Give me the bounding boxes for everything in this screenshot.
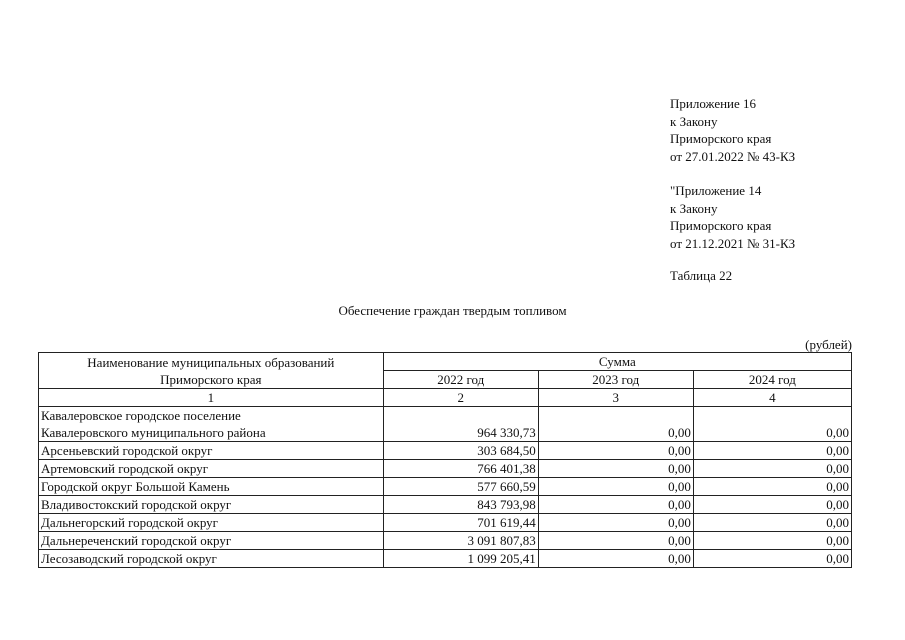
table-row bbox=[39, 460, 852, 478]
value-2024: 0,00 bbox=[693, 496, 851, 514]
table-row bbox=[39, 478, 852, 496]
value-2022: 843 793,98 bbox=[383, 496, 538, 514]
header-line: Приморского края bbox=[670, 131, 772, 146]
table-row bbox=[39, 442, 852, 460]
municipality-name: Городской округ Большой Камень bbox=[39, 478, 384, 496]
value-2024: 0,00 bbox=[693, 407, 851, 442]
sum-column-header: Сумма bbox=[383, 353, 851, 371]
column-number: 3 bbox=[538, 389, 693, 407]
value-2022: 701 619,44 bbox=[383, 514, 538, 532]
column-number: 4 bbox=[693, 389, 851, 407]
column-number: 1 bbox=[39, 389, 384, 407]
value-2022: 766 401,38 bbox=[383, 460, 538, 478]
value-2022: 303 684,50 bbox=[383, 442, 538, 460]
appendix-header bbox=[670, 95, 795, 165]
municipality-name: Владивостокский городской округ bbox=[39, 496, 384, 514]
value-2022: 964 330,73 bbox=[383, 407, 538, 442]
table-row bbox=[39, 532, 852, 550]
value-2023: 0,00 bbox=[538, 407, 693, 442]
value-2024: 0,00 bbox=[693, 550, 851, 568]
table-row bbox=[39, 550, 852, 568]
header-line: Приморского края bbox=[670, 218, 772, 233]
municipality-name: Арсеньевский городской округ bbox=[39, 442, 384, 460]
header-line: "Приложение 14 bbox=[670, 183, 762, 198]
value-2023: 0,00 bbox=[538, 442, 693, 460]
header-line: от 27.01.2022 № 43-КЗ bbox=[670, 148, 796, 164]
header-line: от 21.12.2021 № 31-КЗ bbox=[670, 235, 796, 251]
municipality-name: Кавалеровское городское поселение Кавалеровского муниципального района bbox=[39, 407, 384, 442]
value-2023: 0,00 bbox=[538, 460, 693, 478]
funding-table bbox=[38, 352, 852, 568]
column-number-row bbox=[39, 389, 852, 407]
value-2024: 0,00 bbox=[693, 478, 851, 496]
municipality-name: Артемовский городской округ bbox=[39, 460, 384, 478]
value-2022: 3 091 807,83 bbox=[383, 532, 538, 550]
value-2023: 0,00 bbox=[538, 478, 693, 496]
municipality-name: Лесозаводский городской округ bbox=[39, 550, 384, 568]
value-2024: 0,00 bbox=[693, 514, 851, 532]
municipality-name: Дальнегорский городской округ bbox=[39, 514, 384, 532]
value-2023: 0,00 bbox=[538, 550, 693, 568]
table-number: Таблица 22 bbox=[670, 268, 733, 283]
value-2024: 0,00 bbox=[693, 442, 851, 460]
document-title: Обеспечение граждан твердым топливом bbox=[338, 303, 567, 318]
value-2023: 0,00 bbox=[538, 496, 693, 514]
table-row bbox=[39, 514, 852, 532]
original-appendix-header bbox=[670, 182, 795, 252]
column-number: 2 bbox=[383, 389, 538, 407]
value-2022: 577 660,59 bbox=[383, 478, 538, 496]
value-2023: 0,00 bbox=[538, 514, 693, 532]
year-header-2024: 2024 год bbox=[693, 371, 851, 389]
value-2024: 0,00 bbox=[693, 532, 851, 550]
table-row bbox=[39, 496, 852, 514]
header-line: Приложение 16 bbox=[670, 96, 757, 111]
header-line: к Закону bbox=[670, 113, 718, 129]
year-header-2023: 2023 год bbox=[538, 371, 693, 389]
table-row bbox=[39, 407, 852, 442]
value-2022: 1 099 205,41 bbox=[383, 550, 538, 568]
header-line: к Закону bbox=[670, 200, 718, 216]
value-2023: 0,00 bbox=[538, 532, 693, 550]
municipality-name: Дальнереченский городской округ bbox=[39, 532, 384, 550]
table-header-row bbox=[39, 353, 852, 371]
year-header-2022: 2022 год bbox=[383, 371, 538, 389]
unit-note: (рублей) bbox=[805, 337, 852, 352]
value-2024: 0,00 bbox=[693, 460, 851, 478]
municipality-column-header: Наименование муниципальных образований Приморского края bbox=[39, 353, 384, 389]
